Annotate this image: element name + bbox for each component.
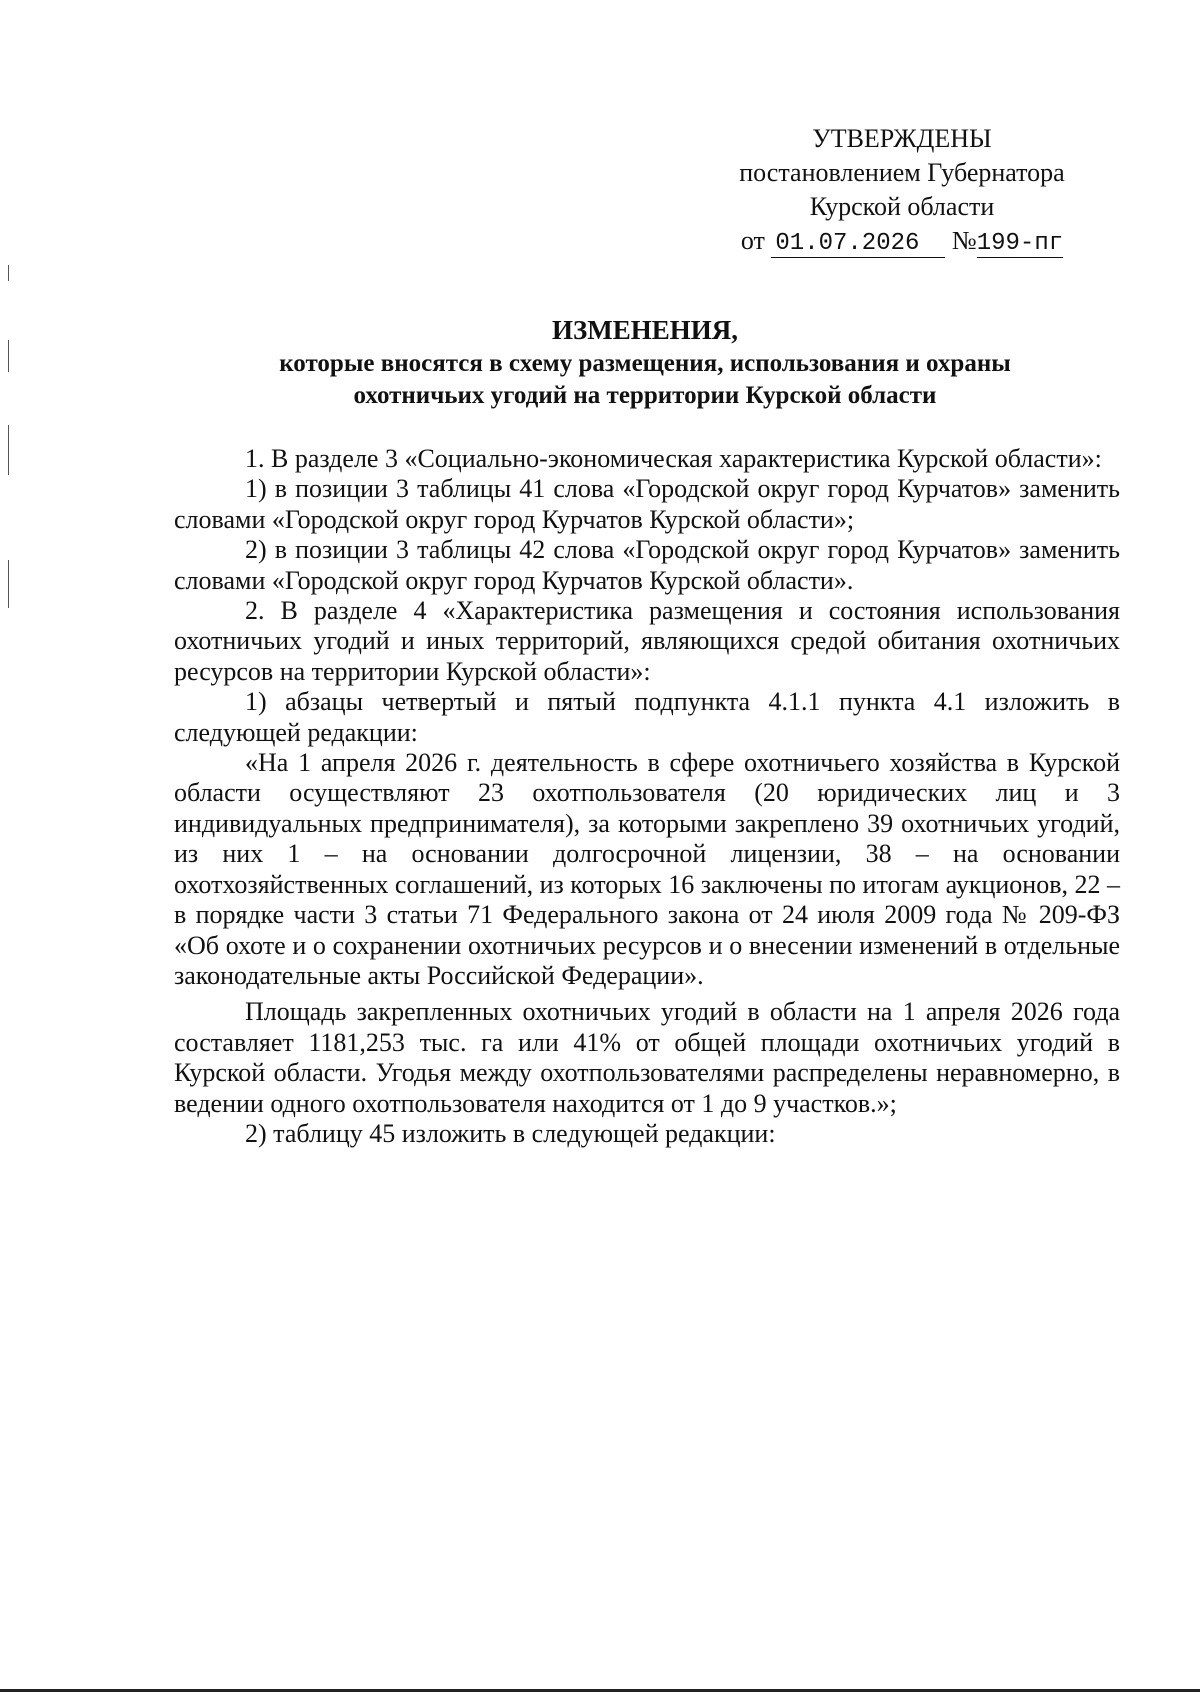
scan-artifact — [8, 340, 9, 372]
document-title — [170, 312, 1120, 412]
title-subtitle-line-1: которые вносятся в схему размещения, использования и охраны — [279, 350, 1011, 377]
scan-artifact — [8, 425, 9, 475]
date-prefix: от — [740, 226, 765, 255]
approval-number-value: 199 — [976, 230, 1020, 257]
approval-number-suffix: -пг — [1019, 230, 1064, 257]
page-bottom-edge — [0, 1689, 1200, 1692]
paragraph-section-4: 2. В разделе 4 «Характеристика размещения и состояния использования охотничьих угодий и иных территорий, являющихся средой обитания охотничьих ресурсов на территории Курской области»: — [174, 596, 1120, 686]
paragraph-item-2-table-42: 2) в позиции 3 таблицы 42 слова «Городской округ город Курчатов» заменить словами «Городской округ город Курчатов Курской области». — [174, 535, 1120, 595]
title-subtitle-line-2: охотничьих угодий на территории Курской области — [353, 382, 937, 409]
number-prefix: № — [951, 226, 977, 255]
paragraph-item-2-table-45: 2) таблицу 45 изложить в следующей редакции: — [245, 1118, 776, 1148]
paragraph-section-3: 1. В разделе 3 «Социально-экономическая характеристика Курской области»: — [245, 444, 1102, 473]
paragraph-item-1-subclause: 1) абзацы четвертый и пятый подпункта 4.1.1 пункта 4.1 изложить в следующей редакции: — [174, 687, 1120, 747]
document-body — [174, 444, 1120, 1149]
approval-heading: УТВЕРЖДЕНЫ — [812, 124, 992, 153]
approval-authority: постановлением Губернатора — [739, 158, 1065, 187]
approval-date-line — [712, 224, 1092, 258]
title-main: ИЗМЕНЕНИЯ, — [551, 315, 738, 345]
scan-artifact — [8, 265, 9, 281]
paragraph-quoted-activity: «На 1 апреля 2026 г. деятельность в сфере охотничьего хозяйства в Курской области осуществляют 23 охотпользователя (20 юридических лиц и 3 индивидуальных предпринимателя), за которыми закреплено 39 охотничьих угодий, из них 1 – на основании долгосрочной лицензии, 38 – на основании охотхозяйственных соглашений, из которых 16 заключены по итогам аукционов, 22 – в порядке части 3 статьи 71 Федерального закона от 24 июля 2009 года № 209-ФЗ «Об охоте и о сохранении охотничьих ресурсов и о внесении изменений в отдельные законодательные акты Российской Федерации». — [174, 748, 1120, 990]
approval-region: Курской области — [809, 192, 995, 221]
paragraph-item-1-table-41: 1) в позиции 3 таблицы 41 слова «Городской округ город Курчатов» заменить словами «Городской округ город Курчатов Курской области»; — [174, 474, 1120, 534]
scan-artifact — [8, 560, 9, 608]
paragraph-quoted-area: Площадь закрепленных охотничьих угодий в области на 1 апреля 2026 года составляет 1181,253 тыс. га или 41% от общей площади охотничьих угодий в Курской области. Угодья между охотпользователями распределены неравномерно, в ведении одного охотпользователя находится от 1 до 9 участков.»; — [174, 997, 1120, 1118]
approval-date: 01.07.2026 — [771, 231, 945, 258]
approval-number — [977, 231, 1063, 258]
approval-block — [712, 122, 1092, 258]
